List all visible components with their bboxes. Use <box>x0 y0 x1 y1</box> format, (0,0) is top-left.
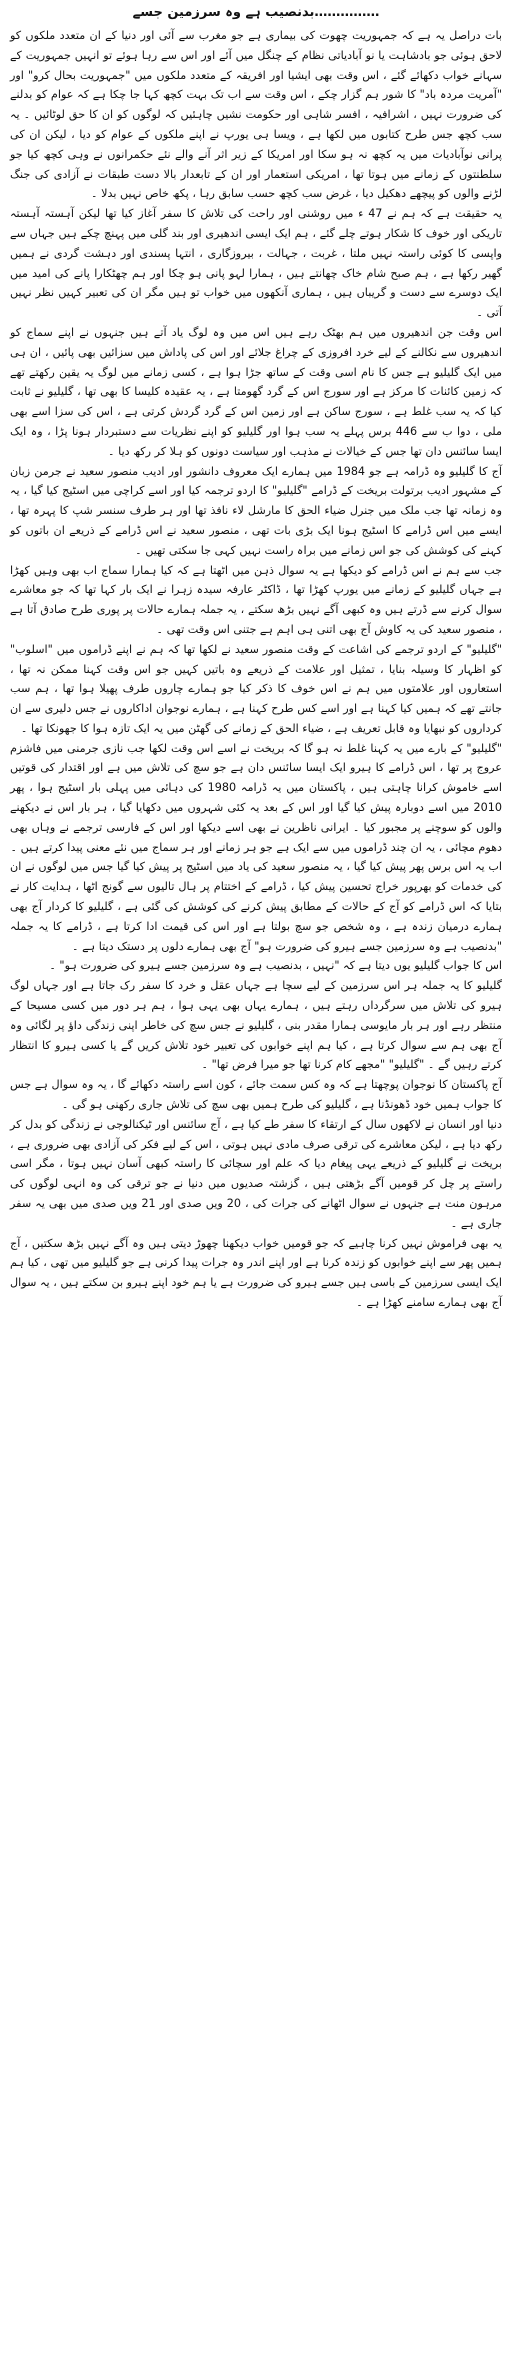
paragraph: اب یہ اس برس پھر پیش کیا گیا ، یہ منصور سعید کی یاد میں اسٹیج پر پیش کیا گیا جس میں لوگوں نے ان کی خدمات کو بھرپور خراج تحسین پیش کیا ، ڈرامے کے اختتام پر ہال تالیوں سے گونج اٹھا ، ہدایت کار نے بتایا کہ اس ڈرامے کو آج کے حالات کے مطابق پیش کرنے کی کوشش کی گئی ہے ، گلیلیو کا کردار آج بھی ہمارے درمیان زندہ ہے ، وہ شخص جو سچ بولتا ہے اور اس کی قیمت ادا کرتا ہے ، ڈرامے کا یہ جملہ "بدنصیب ہے وہ سرزمین جسے ہیرو کی ضرورت ہو" آج بھی ہمارے دلوں پر دستک دیتا ہے ۔ <box>10 860 502 953</box>
paragraph: آج پاکستان کا نوجوان پوچھتا ہے کہ وہ کس سمت جائے ، کون اسے راستہ دکھائے گا ، یہ وہ سوال ہے جس کا جواب ہمیں خود ڈھونڈنا ہے ، گلیلیو کی طرح ہمیں بھی سچ کی تلاش جاری رکھنی ہو گی ۔ <box>10 1078 502 1112</box>
article-body <box>10 26 502 1313</box>
paragraph: دنیا اور انسان نے لاکھوں سال کے ارتقاء کا سفر طے کیا ہے ، آج سائنس اور ٹیکنالوجی نے زندگی کو بدل کر رکھ دیا ہے ، لیکن معاشرے کی ترقی صرف مادی نہیں ہوتی ، اس کے لیے فکر کی آزادی بھی ضروری ہے ، بریخت نے گلیلیو کے ذریعے یہی پیغام دیا کہ علم اور سچائی کا راستہ کبھی آسان نہیں ہوتا ، مگر اسی راستے پر چل کر قومیں آگے بڑھتی ہیں ، گزشتہ صدیوں میں دنیا نے جو ترقی کی وہ انہی لوگوں کی مرہون منت ہے جنہوں نے سوال اٹھانے کی جرات کی ، 20 ویں صدی اور 21 ویں صدی میں بھی یہ سفر جاری ہے ۔ <box>10 1117 502 1230</box>
paragraph: گلیلیو کا یہ جملہ ہر اس سرزمین کے لیے سچا ہے جہاں عقل و خرد کا سفر رک جاتا ہے اور جہاں لوگ ہیرو کی تلاش میں سرگرداں رہتے ہیں ، ہمارے یہاں بھی یہی ہوا ، ہم ہر دور میں کسی مسیحا کے منتظر رہے اور ہر بار مایوسی ہمارا مقدر بنی ، گلیلیو نے جس سچ کی خاطر اپنی زندگی داؤ پر لگائی وہ آج بھی ہم سے سوال کرتا ہے ، کیا ہم اپنے خوابوں کی تعبیر خود تلاش کریں گے یا کسی ہیرو کا انتظار کرتے رہیں گے ۔ "گلیلیو" "مجھے کام کرنا تھا جو میرا فرض تھا" ۔ <box>10 979 502 1072</box>
paragraph: بات دراصل یہ ہے کہ جمہوریت چھوت کی بیماری ہے جو مغرب سے آئی اور دنیا کے ان متعدد ملکوں کو لاحق ہوئی جو بادشاہت یا نو آبادیاتی نظام کے چنگل میں آئے اور اس سے رہا ہوئے تو انہیں جمہوریت کے سہانے خواب دکھائے گئے ، اس وقت بھی ایشیا اور افریقہ کے متعدد ملکوں میں "جمہوریت بحال کرو" اور "آمریت مردہ باد" کا شور ہم گزار چکے ، اس وقت سے اب تک بہت کچھ کہا جا چکا ہے کہ عوام کو بدلنے کی ضرورت نہیں ، اشرافیہ ، افسر شاہی اور حکومت نشیں چاہئیں کہ لوگوں کو ان کا حق لوٹائیں ۔ یہ سب کچھ جس طرح کتابوں میں لکھا ہے ، ویسا ہی یورپ نے اپنے ملکوں کے عوام کو دیا ، لیکن ان کی پرانی نوآبادیات میں یہ کچھ نہ ہو سکا اور امریکا کے زیر اثر آنے والے نئے حکمرانوں نے وہی کچھ کیا جو سلطنتوں کے زمانے میں ہوتا تھا ، امریکی استعمار اور ان کے تابعدار بالا دست طبقات نے آزادی کی جنگ لڑنے والوں کو پیچھے دھکیل دیا ، غرض سب کچھ حسب سابق رہا ، پکھ خاص نہیں بدلا ۔ <box>10 29 502 201</box>
paragraph: جب سے ہم نے اس ڈرامے کو دیکھا ہے یہ سوال ذہن میں اٹھتا ہے کہ کیا ہمارا سماج اب بھی وہیں کھڑا ہے جہاں گلیلیو کے زمانے میں یورپ کھڑا تھا ، ڈاکٹر عارفہ سیدہ زہرا نے ایک بار کہا تھا کہ جو معاشرے سوال کرنے سے ڈرتے ہیں وہ کبھی آگے نہیں بڑھ سکتے ، یہ جملہ ہمارے حالات پر پوری طرح صادق آتا ہے ، منصور سعید کی یہ کاوش آج بھی اتنی ہی اہم ہے جتنی اس وقت تھی ۔ <box>10 563 502 636</box>
paragraph: "گلیلیو" کے اردو ترجمے کی اشاعت کے وقت منصور سعید نے لکھا تھا کہ ہم نے اپنے ڈراموں میں "اسلوب" کو اظہار کا وسیلہ بنایا ، تمثیل اور علامت کے ذریعے وہ باتیں کہیں جو اس وقت کہنا ممکن نہ تھا ، استعاروں اور علامتوں میں ہم نے اس خوف کا ذکر کیا جو ہمارے چاروں طرف پھیلا ہوا تھا ، ہم سب جانتے تھے کہ ہمیں کیا کہنا ہے اور اسے کس طرح کہنا ہے ، ہمارے نوجوان اداکاروں نے جس دلیری سے ان کرداروں کو نبھایا وہ قابل تعریف ہے ، ضیاء الحق کے زمانے کی گھٹن میں یہ ایک تازہ ہوا کا جھونکا تھا ۔ <box>10 642 502 735</box>
paragraph: آج کا گلیلیو وہ ڈرامہ ہے جو 1984 میں ہمارے ایک معروف دانشور اور ادیب منصور سعید نے جرمن زبان کے مشہور ادیب برتولت بریخت کے ڈرامے "گلیلیو" کا اردو ترجمہ کیا اور اسے کراچی میں اسٹیج کیا گیا ، یہ وہ زمانہ تھا جب ملک میں جنرل ضیاء الحق کا مارشل لاء نافذ تھا اور ہر طرف سنسر شپ کا پہرہ تھا ، ایسے میں اس ڈرامے کا اسٹیج ہونا ایک بڑی بات تھی ، منصور سعید نے اس ڈرامے کے ذریعے ان باتوں کو کہنے کی کوشش کی جو اس زمانے میں براہ راست نہیں کہی جا سکتی تھیں ۔ <box>10 464 502 557</box>
paragraph: اس وقت جن اندھیروں میں ہم بھٹک رہے ہیں اس میں وہ لوگ یاد آتے ہیں جنہوں نے اپنے سماج کو اندھیروں سے نکالنے کے لیے خرد افروزی کے چراغ جلائے اور اس کی پاداش میں سزائیں بھی پائیں ، ان ہی میں ایک گلیلیو ہے جس کا نام اسی وقت کے ساتھ جڑا ہوا ہے ، کسی زمانے میں لوگ یہ یقین رکھتے تھے کہ زمین کائنات کا مرکز ہے اور سورج اس کے گرد گھومتا ہے ، یہ عقیدہ کلیسا کا بھی تھا ، گلیلیو نے ثابت کیا کہ یہ سب غلط ہے ، سورج ساکن ہے اور زمین اس کے گرد گردش کرتی ہے ، اس کی سزا اسے بھی ملی ، دوا ب سے 446 برس پہلے یہ سب ہوا اور گلیلیو کو اپنے نظریات سے دستبردار ہونا پڑا ، وہ ایک ایسا سائنس دان تھا جس کے خیالات نے مذہب اور سیاست دونوں کو ہلا کر رکھ دیا ۔ <box>10 325 502 458</box>
article-headline: ……………بدنصیب ہے وہ سرزمین جسے <box>132 5 380 20</box>
paragraph: یہ حقیقت ہے کہ ہم نے 47 ء میں روشنی اور راحت کی تلاش کا سفر آغاز کیا تھا لیکن آہستہ آہستہ تاریکی اور خوف کا شکار ہوتے چلے گئے ، ہم ایک ایسی اندھیری اور بند گلی میں پہنچ چکے ہیں جہاں سے واپسی کا کوئی راستہ نہیں ملتا ، غربت ، جہالت ، بیروزگاری ، انتہا پسندی اور دہشت گردی نے ہمیں گھیر رکھا ہے ، ہم صبح شام خاک چھانتے ہیں ، ہمارا لہو پانی ہو چکا اور ہم چھٹکارا پانے کی امید میں ایک دوسرے سے دست و گریباں ہیں ، ہماری آنکھوں میں خواب تو ہیں مگر ان کی تعبیر کہیں نظر نہیں آتی ۔ <box>10 207 503 320</box>
paragraph: "گلیلیو" کے بارے میں یہ کہنا غلط نہ ہو گا کہ بریخت نے اسے اس وقت لکھا جب نازی جرمنی میں فاشزم عروج پر تھا ، اس ڈرامے کا ہیرو ایک ایسا سائنس دان ہے جو سچ کی تلاش میں ہے اور اقتدار کی قوتیں اسے خاموش کرانا چاہتی ہیں ، پاکستان میں یہ ڈرامہ 1980 کی دہائی میں پہلی بار اسٹیج ہوا ، پھر 2010 میں اسے دوبارہ پیش کیا گیا اور اس کے بعد یہ کئی شہروں میں دکھایا گیا ، ہر بار اس نے دیکھنے والوں کو سوچنے پر مجبور کیا ۔ ایرانی ناظرین نے بھی اسے دیکھا اور اس کے فارسی ترجمے نے وہاں بھی دھوم مچائی ، یہ ان چند ڈراموں میں سے ایک ہے جو ہر زمانے اور ہر سماج میں نئے معنی پیدا کرتے ہیں ۔ <box>10 741 502 854</box>
paragraph: یہ بھی فراموش نہیں کرنا چاہیے کہ جو قومیں خواب دیکھنا چھوڑ دیتی ہیں وہ آگے نہیں بڑھ سکتیں ، آج ہمیں پھر سے اپنے خوابوں کو زندہ کرنا ہے اور اپنے اندر وہ جرات پیدا کرنی ہے جو گلیلیو میں تھی ، کیا ہم ایک ایسی سرزمین کے باسی ہیں جسے ہیرو کی ضرورت ہے یا ہم خود اپنے ہیرو بن سکتے ہیں ، یہ سوال آج بھی ہمارے سامنے کھڑا ہے ۔ <box>10 1236 502 1309</box>
paragraph: اس کا جواب گلیلیو یوں دیتا ہے کہ "نہیں ، بدنصیب ہے وہ سرزمین جسے ہیرو کی ضرورت ہو" ۔ <box>49 959 502 973</box>
